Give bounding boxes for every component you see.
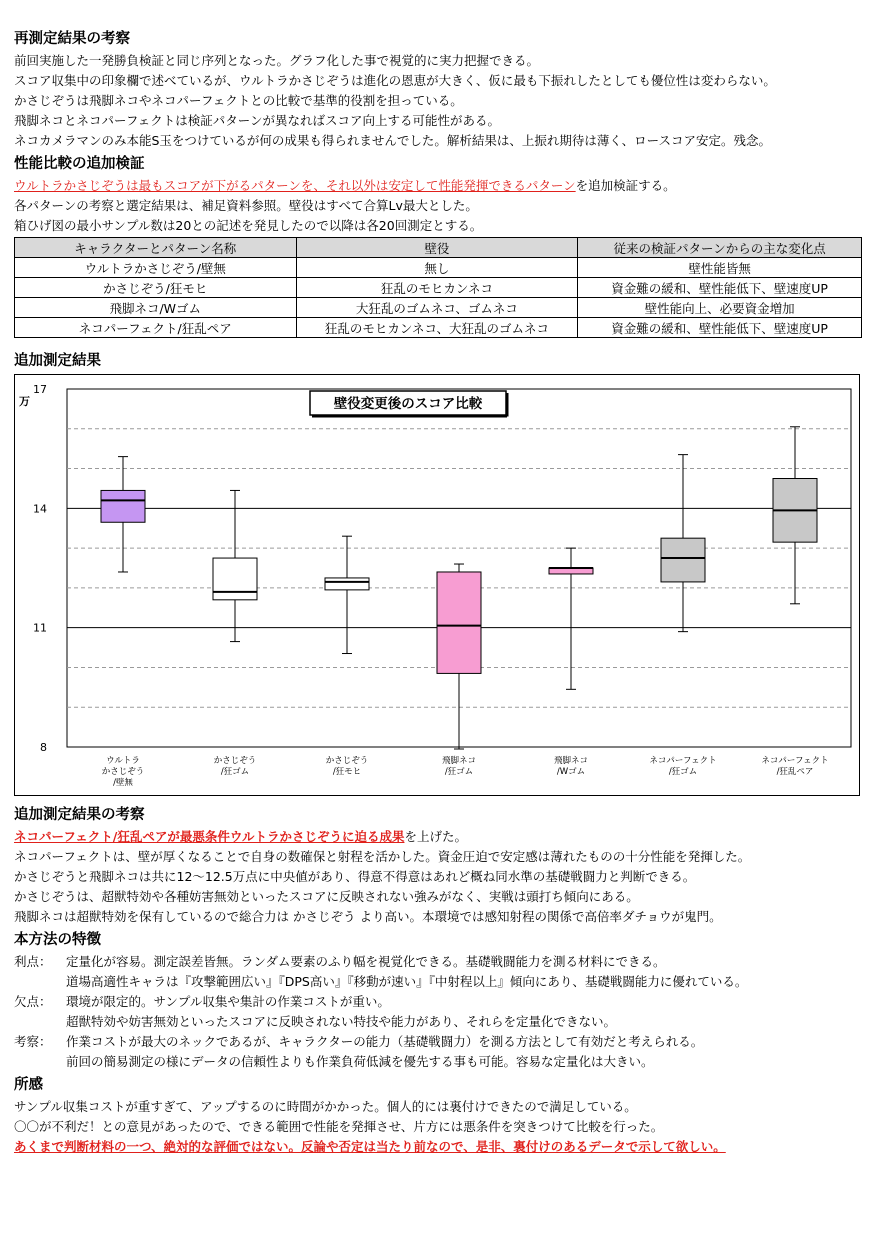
- table-cell: ウルトラかさじぞう/壁無: [15, 258, 297, 278]
- x-category-label: ネコパーフェクト: [761, 756, 829, 766]
- paragraph-line: [14, 827, 864, 847]
- boxplot-chart: [14, 374, 860, 796]
- x-category-label: /壁無: [113, 778, 133, 788]
- feature-text: 環境が限定的。サンプル収集や集計の作業コストが重い。: [66, 994, 390, 1009]
- table-cell: 資金難の緩和、壁性能低下、壁速度UP: [578, 278, 862, 298]
- section-title: 追加測定結果の考察: [14, 807, 145, 823]
- feature-text: 作業コストが最大のネックであるが、キャラクターの能力（基礎戦闘力）を測る方法として有効だと考えられる。: [66, 1034, 704, 1049]
- x-category-label: /狂ゴム: [220, 767, 250, 777]
- x-category-label: 飛脚ネコ: [553, 756, 589, 766]
- paragraph-line: かさじぞうは飛脚ネコやネコパーフェクトとの比較で基準的役割を担っている。: [14, 93, 463, 108]
- box-iqr: [325, 578, 369, 590]
- paragraph-line: ネコカメラマンのみ本能S玉をつけているが何の成果も得られませんでした。解析結果は、上振れ期待は薄く、ロースコア安定。残念。: [14, 133, 772, 148]
- section-title: 再測定結果の考察: [14, 31, 130, 47]
- box-iqr: [437, 572, 481, 673]
- table-row: [15, 298, 862, 318]
- x-category-label: かさじぞう: [213, 756, 257, 766]
- section-method-features: [14, 931, 864, 1072]
- section-title: 所感: [14, 1077, 43, 1093]
- highlight-text: ウルトラかさじぞうは最もスコアが下がるパターンを、それ以外は安定して性能発揮できるパターン: [14, 178, 576, 193]
- paragraph-line: ネコパーフェクトは、壁が厚くなることで自身の数確保と射程を活かした。資金圧迫で安定感は薄れたものの十分性能を発揮した。: [14, 849, 751, 864]
- table-header-row: [15, 238, 862, 258]
- x-category-label: ウルトラ: [106, 756, 140, 766]
- table-header: 壁役: [296, 238, 578, 258]
- table-row: [15, 258, 862, 278]
- table-cell: 大狂乱のゴムネコ、ゴムネコ: [296, 298, 578, 318]
- x-category-label: /狂ゴム: [444, 767, 474, 777]
- pattern-table: [14, 237, 862, 338]
- plain-text: を追加検証する。: [575, 178, 676, 193]
- table-header: キャラクターとパターン名称: [15, 238, 297, 258]
- table-row: [15, 318, 862, 338]
- feature-key: 考察：: [14, 1034, 52, 1049]
- box-iqr: [661, 538, 705, 582]
- section-results-discussion: [14, 806, 864, 927]
- paragraph-line: かさじぞうと飛脚ネコは共に12～12.5万点に中央値があり、得意不得意はあれど概ね同水準の基礎戦闘力と判断できる。: [14, 869, 696, 884]
- section-title: 追加測定結果: [14, 353, 101, 369]
- paragraph-line: 各パターンの考察と選定結果は、補足資料参照。壁役はすべて合算Lv最大とした。: [14, 198, 478, 213]
- table-cell: ネコパーフェクト/狂乱ペア: [15, 318, 297, 338]
- feature-key: 欠点：: [14, 994, 52, 1009]
- feature-text: 超獣特効や妨害無効といったスコアに反映されない特技や能力があり、それらを定量化できない。: [66, 1014, 617, 1029]
- table-cell: 飛脚ネコ/Wゴム: [15, 298, 297, 318]
- table-header: 従来の検証パターンからの主な変化点: [578, 238, 862, 258]
- feature-item: [14, 952, 864, 972]
- table-cell: かさじぞう/狂モヒ: [15, 278, 297, 298]
- x-category-label: /Wゴム: [556, 767, 586, 777]
- feature-item: [14, 992, 864, 1012]
- paragraph-line: 箱ひげ図の最小サンプル数は20との記述を発見したので以降は各20回測定とする。: [14, 218, 483, 233]
- table-cell: 壁性能皆無: [578, 258, 862, 278]
- y-tick-label: 11: [33, 621, 47, 635]
- boxplot-svg: [15, 375, 859, 795]
- paragraph-line: 飛脚ネコは超獣特効を保有しているので総合力は かさじぞう より高い。本環境では感知射程の関係で高倍率ダチョウが鬼門。: [14, 909, 722, 924]
- x-category-label: /狂乱ペア: [776, 767, 814, 777]
- paragraph-line: 前回実施した一発勝負検証と同じ序列となった。グラフ化した事で視覚的に実力把握できる。: [14, 53, 540, 68]
- x-category-label: /狂ゴム: [668, 767, 698, 777]
- paragraph-line: 飛脚ネコとネコパーフェクトは検証パターンが異なればスコア向上する可能性がある。: [14, 113, 501, 128]
- y-axis-label: 万: [19, 395, 30, 408]
- highlight-text: ネコパーフェクト/狂乱ペアが最悪条件ウルトラかさじぞうに迫る成果: [14, 829, 405, 844]
- table-cell: 狂乱のモヒカンネコ、大狂乱のゴムネコ: [296, 318, 578, 338]
- table-cell: 資金難の緩和、壁性能低下、壁速度UP: [578, 318, 862, 338]
- paragraph-line: 〇〇が不利だ！との意見があったので、できる範囲で性能を発揮させ、片方には悪条件を突きつけて比較を行った。: [14, 1119, 664, 1134]
- chart-title: 壁役変更後のスコア比較: [333, 396, 483, 412]
- y-tick-label: 8: [40, 741, 47, 754]
- section-additional-verification: [14, 155, 864, 338]
- table-cell: 無し: [296, 258, 578, 278]
- highlight-line: あくまで判断材料の一つ、絶対的な評価ではない。反論や否定は当たり前なので、是非、裏付けのあるデータで示して欲しい。: [14, 1139, 726, 1154]
- paragraph-line: スコア収集中の印象欄で述べているが、ウルトラかさじぞうは進化の恩恵が大きく、仮に最も下振れしたとしても優位性は変わらない。: [14, 73, 776, 88]
- feature-text: 前回の簡易測定の様にデータの信頼性よりも作業負荷低減を優先する事も可能。容易な定量化は大きい。: [66, 1054, 654, 1069]
- paragraph-line: [14, 176, 864, 196]
- feature-item: [14, 1032, 864, 1052]
- x-category-label: ネコパーフェクト: [649, 756, 717, 766]
- section-title: 本方法の特徴: [14, 932, 101, 948]
- x-category-label: かさじぞう: [325, 756, 369, 766]
- feature-key: 利点：: [14, 954, 52, 969]
- feature-text: 定量化が容易。測定誤差皆無。ランダム要素のふり幅を視覚化できる。基礎戦闘能力を測る材料にできる。: [66, 954, 666, 969]
- paragraph-line: サンプル収集コストが重すぎて、アップするのに時間がかかった。個人的には裏付けできたので満足している。: [14, 1099, 637, 1114]
- box-iqr: [101, 490, 145, 522]
- x-category-label: 飛脚ネコ: [441, 756, 477, 766]
- x-category-label: /狂モヒ: [332, 767, 362, 777]
- box-iqr: [213, 558, 257, 600]
- table-cell: 狂乱のモヒカンネコ: [296, 278, 578, 298]
- paragraph-line: かさじぞうは、超獣特効や各種妨害無効といったスコアに反映されない強みがなく、実戦は頭打ち傾向にある。: [14, 889, 639, 904]
- section-title: 性能比較の追加検証: [14, 156, 145, 172]
- feature-text: 道場高適性キャラは『攻撃範囲広い』『DPS高い』『移動が速い』『中射程以上』傾向にあり、基礎戦闘能力に優れている。: [66, 974, 748, 989]
- section-additional-results: [14, 352, 864, 796]
- section-remeasure-discussion: [14, 30, 864, 151]
- y-tick-label: 14: [33, 502, 47, 516]
- plain-text: を上げた。: [404, 829, 467, 844]
- table-row: [15, 278, 862, 298]
- x-category-label: かさじぞう: [101, 767, 145, 777]
- y-tick-label: 17: [33, 383, 47, 396]
- section-impressions: [14, 1076, 864, 1157]
- table-cell: 壁性能向上、必要資金増加: [578, 298, 862, 318]
